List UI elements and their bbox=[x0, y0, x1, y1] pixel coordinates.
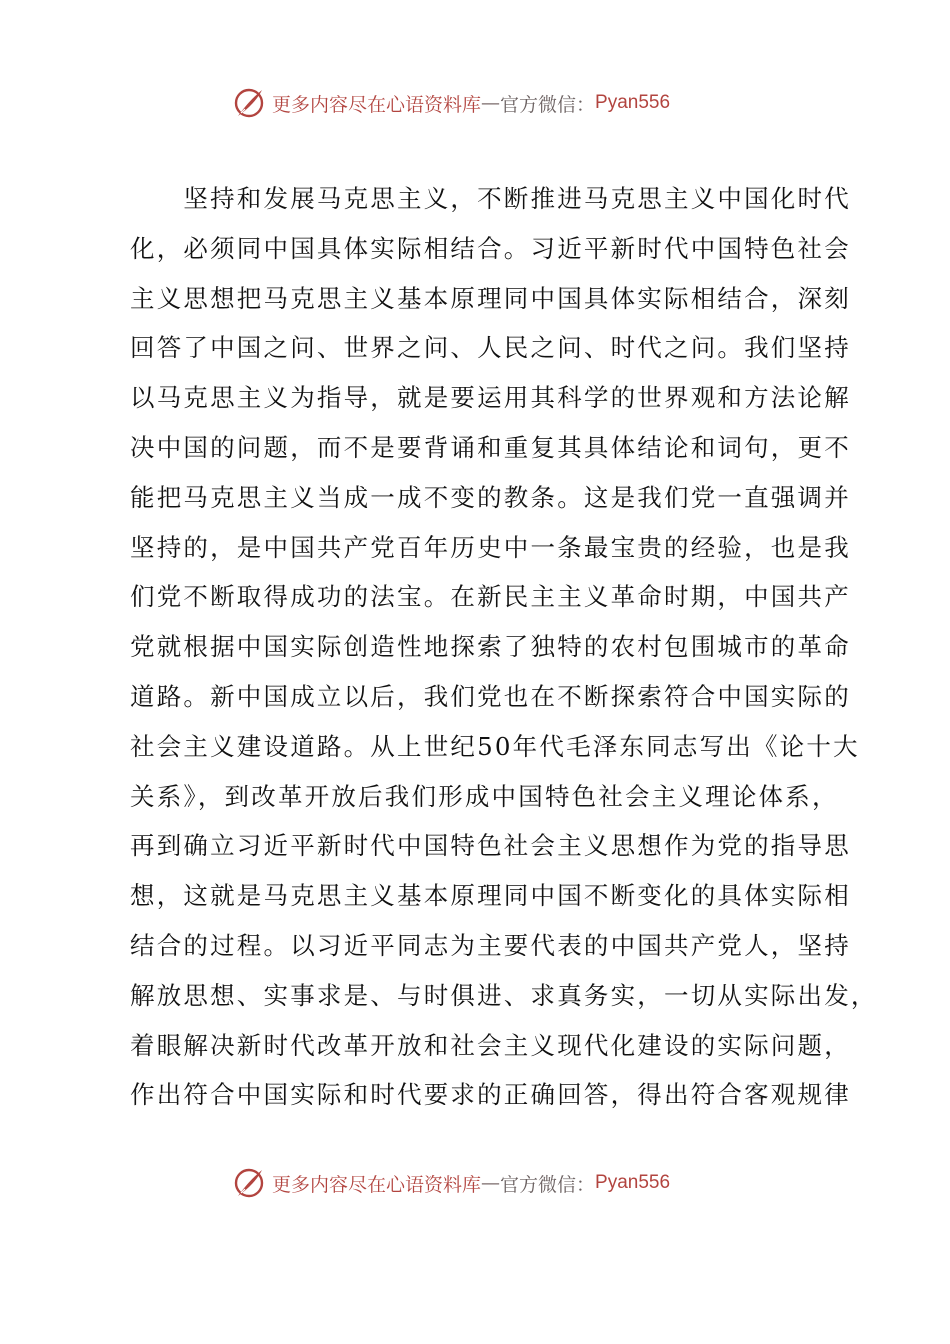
watermark-wechat-label: 官方微信： bbox=[500, 1173, 596, 1196]
text-line: 社会主义建设道路。从上世纪50年代毛泽东同志写出《论十大 bbox=[130, 731, 860, 761]
footer-watermark bbox=[232, 1163, 670, 1203]
text-line: 决中国的问题，而不是要背诵和重复其具体结论和词句，更不 bbox=[130, 432, 851, 462]
watermark-wechat-id: Pyan556 bbox=[595, 92, 671, 113]
text-line: 主义思想把马克思主义基本原理同中国具体实际相结合，深刻 bbox=[130, 283, 851, 313]
document-body bbox=[130, 174, 878, 1120]
quill-pen-logo-icon bbox=[232, 1166, 266, 1200]
text-line: 能把马克思主义当成一成不变的教条。这是我们党一直强调并 bbox=[130, 482, 851, 512]
watermark-text: 更多内容尽在心语资料库 bbox=[272, 1173, 482, 1196]
watermark-text: 更多内容尽在心语资料库 bbox=[272, 93, 482, 116]
header-watermark bbox=[232, 83, 670, 123]
text-line: 作出符合中国实际和时代要求的正确回答，得出符合客观规律 bbox=[130, 1080, 851, 1110]
text-line: 着眼解决新时代改革开放和社会主义现代化建设的实际问题， bbox=[130, 1030, 851, 1060]
watermark-wechat-id: Pyan556 bbox=[595, 1172, 671, 1193]
text-line: 解放思想、实事求是、与时俱进、求真务实，一切从实际出发， bbox=[130, 980, 878, 1010]
text-line: 关系》，到改革开放后我们形成中国特色社会主义理论体系， bbox=[130, 781, 839, 811]
text-line: 回答了中国之问、世界之问、人民之问、时代之问。我们坚持 bbox=[130, 333, 851, 363]
watermark-separator: — bbox=[481, 1172, 501, 1194]
text-line: 再到确立习近平新时代中国特色社会主义思想作为党的指导思 bbox=[130, 831, 851, 861]
text-line: 们党不断取得成功的法宝。在新民主主义革命时期，中国共产 bbox=[130, 582, 851, 612]
text-line: 道路。新中国成立以后，我们党也在不断探索符合中国实际的 bbox=[130, 681, 851, 711]
text-line: 坚持的，是中国共产党百年历史中一条最宝贵的经验，也是我 bbox=[130, 532, 851, 562]
quill-pen-logo-icon bbox=[232, 86, 266, 120]
text-line: 坚持和发展马克思主义，不断推进马克思主义中国化时代 bbox=[130, 184, 851, 213]
watermark-separator: — bbox=[481, 92, 501, 114]
text-line: 以马克思主义为指导，就是要运用其科学的世界观和方法论解 bbox=[130, 383, 851, 413]
watermark-wechat-label: 官方微信： bbox=[500, 93, 596, 116]
text-line: 化，必须同中国具体实际相结合。习近平新时代中国特色社会 bbox=[130, 233, 851, 263]
text-line: 想，这就是马克思主义基本原理同中国不断变化的具体实际相 bbox=[130, 881, 851, 911]
text-line: 结合的过程。以习近平同志为主要代表的中国共产党人，坚持 bbox=[130, 930, 851, 960]
text-line: 党就根据中国实际创造性地探索了独特的农村包围城市的革命 bbox=[130, 632, 851, 662]
